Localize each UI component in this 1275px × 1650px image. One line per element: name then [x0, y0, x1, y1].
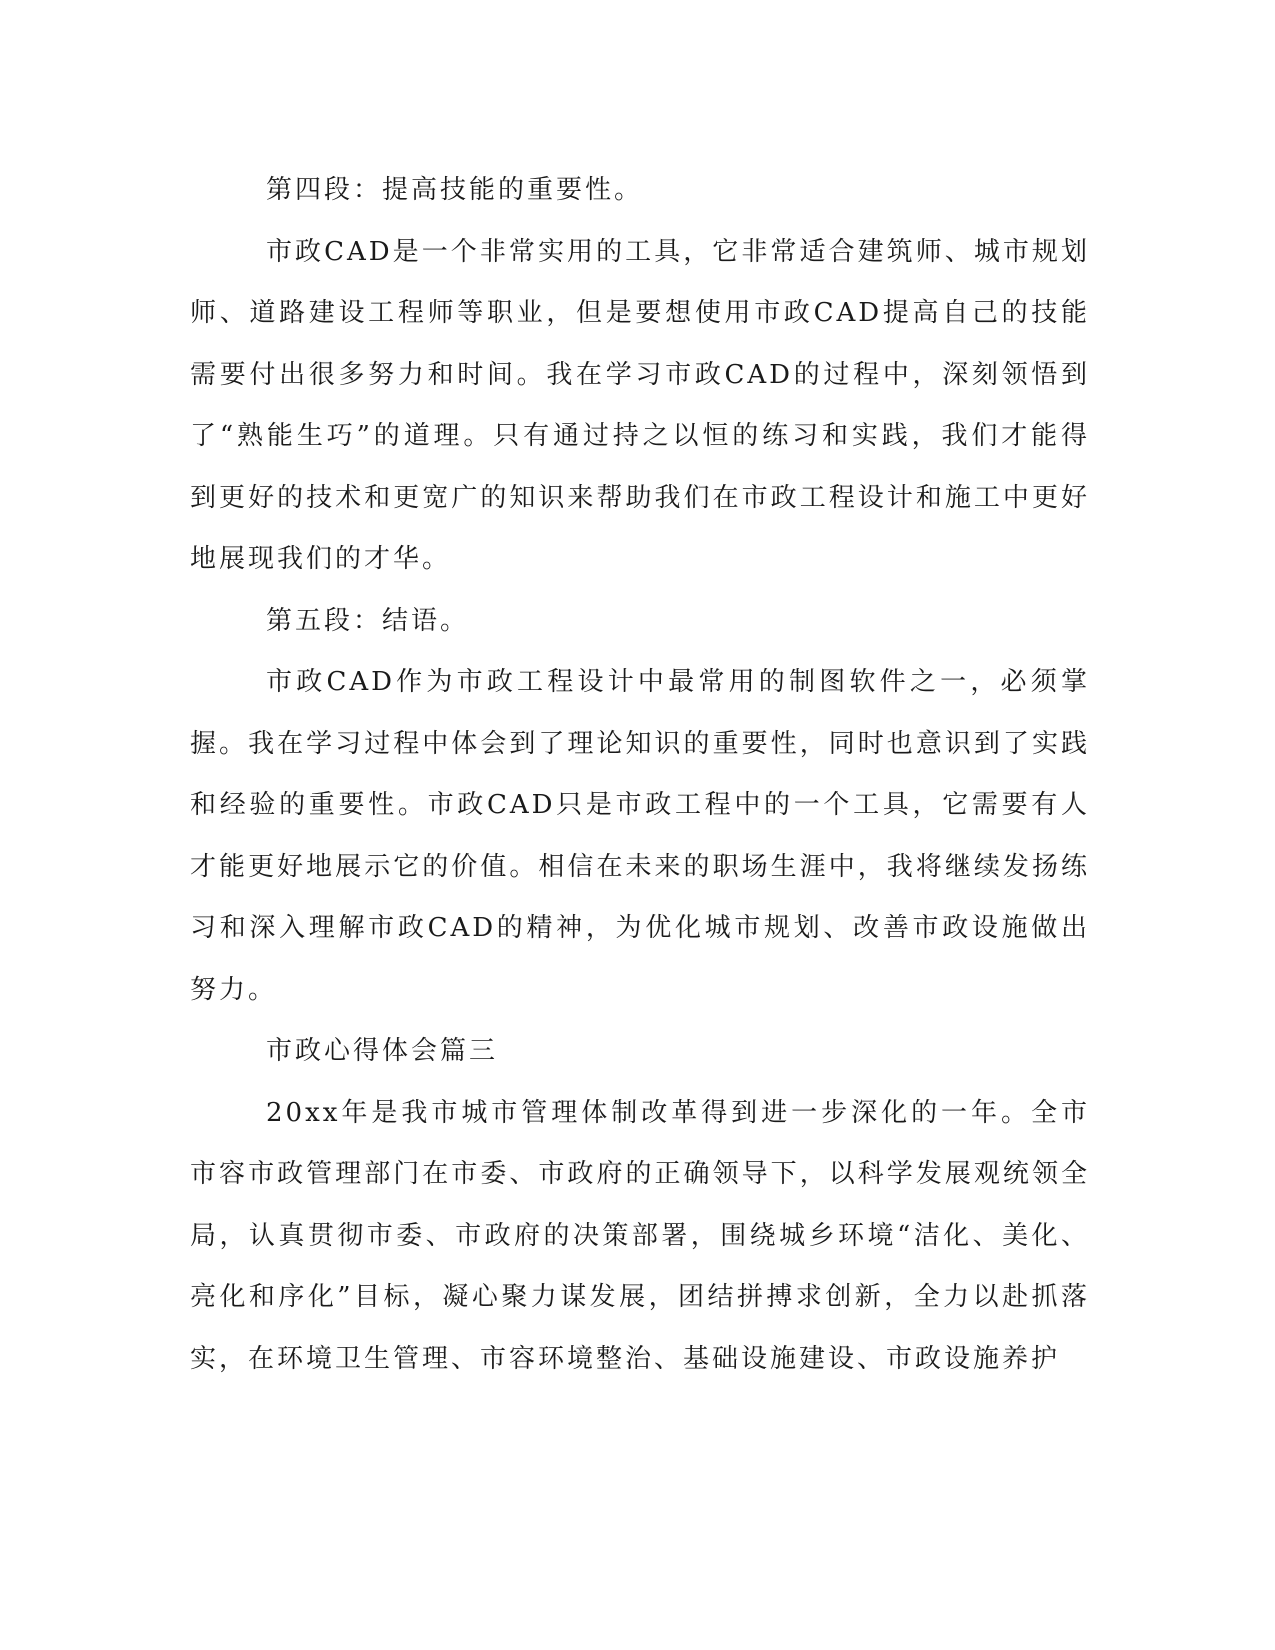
paragraph-conclusion: 市政CAD作为市政工程设计中最常用的制图软件之一，必须掌握。我在学习过程中体会到了理论知识的重要性，同时也意识到了实践和经验的重要性。市政CAD只是市政工程中的一个工具，它需要有人才能更好地展示它的价值。相信在未来的职场生涯中，我将继续发扬练习和深入理解市政CAD的精神，为优化城市规划、改善市政设施做出努力。 — [190, 667, 1090, 1005]
section-heading-4: 第四段：提高技能的重要性。 — [266, 175, 644, 205]
article-title-3: 市政心得体会篇三 — [266, 1036, 499, 1066]
document-body — [190, 160, 1090, 1390]
paragraph-article-3: 20xx年是我市城市管理体制改革得到进一步深化的一年。全市市容市政管理部门在市委、市政府的正确领导下，以科学发展观统领全局，认真贯彻市委、市政府的决策部署，围绕城乡环境“洁化、美化、亮化和序化”目标，凝心聚力谋发展，团结拼搏求创新，全力以赴抓落实，在环境卫生管理、市容环境整治、基础设施建设、市政设施养护 — [190, 1097, 1090, 1374]
paragraph-skills: 市政CAD是一个非常实用的工具，它非常适合建筑师、城市规划师、道路建设工程师等职业，但是要想使用市政CAD提高自己的技能需要付出很多努力和时间。我在学习市政CAD的过程中，深刻领悟到了“熟能生巧”的道理。只有通过持之以恒的练习和实践，我们才能得到更好的技术和更宽广的知识来帮助我们在市政工程设计和施工中更好地展现我们的才华。 — [190, 236, 1090, 574]
section-heading-5: 第五段：结语。 — [266, 605, 470, 636]
